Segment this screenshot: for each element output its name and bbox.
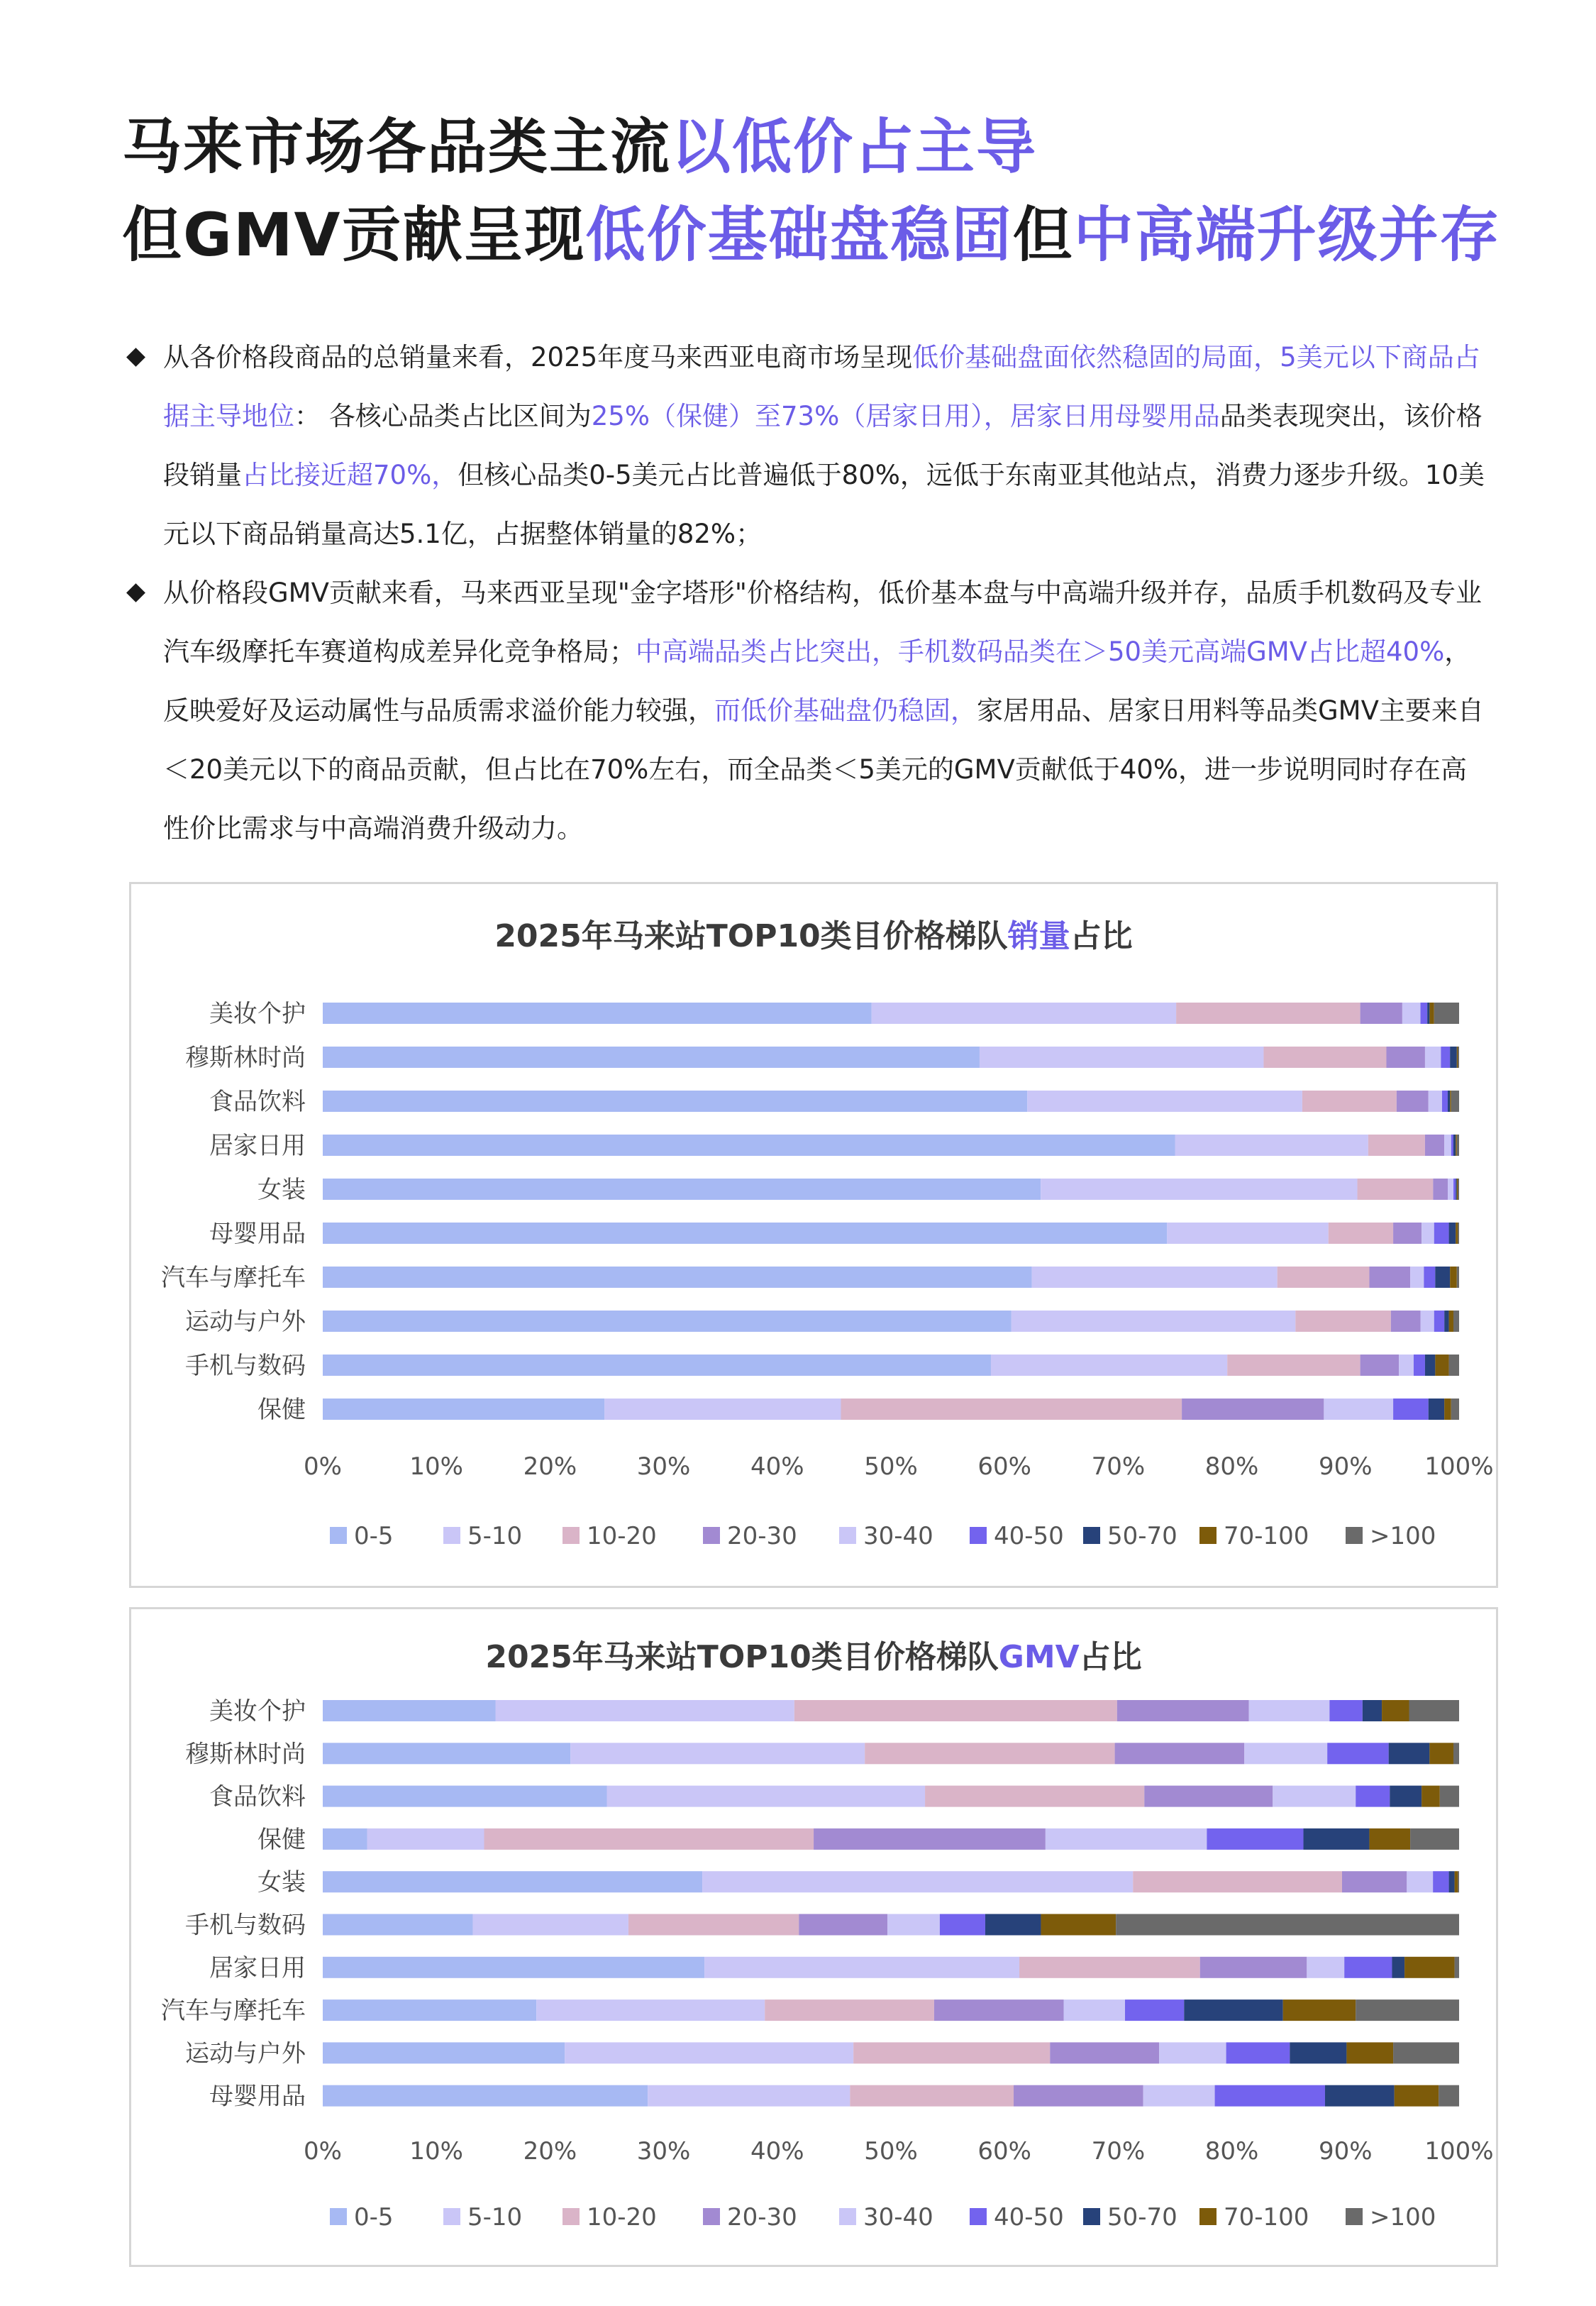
legend-label: 50-70 xyxy=(1107,1522,1177,1550)
bar-segment xyxy=(1200,1957,1307,1978)
legend-label: 50-70 xyxy=(1107,2203,1177,2231)
chart-title-part: 销量 xyxy=(1007,918,1070,954)
x-tick-label: 40% xyxy=(750,2137,804,2166)
bar-segment xyxy=(1444,1399,1451,1420)
bar-segment xyxy=(323,1786,607,1807)
title-part: 但GMV贡献呈现 xyxy=(122,200,586,270)
bar-segment xyxy=(323,2042,565,2063)
legend-swatch xyxy=(970,1527,987,1544)
bar-segment xyxy=(1442,1091,1448,1112)
title-highlight: 低价基础盘稳固 xyxy=(585,200,1013,270)
bullet-highlight: 占比接近超70%， xyxy=(242,460,458,490)
bar-segment xyxy=(1307,1957,1344,1978)
bar-segment xyxy=(1450,1047,1457,1068)
bar-segment xyxy=(323,1957,704,1978)
bar-segment xyxy=(1440,1786,1459,1807)
category-label: 手机与数码 xyxy=(185,1911,306,1940)
x-tick-label: 60% xyxy=(977,2137,1031,2166)
category-label: 食品饮料 xyxy=(209,1782,306,1811)
bar-segment xyxy=(323,1179,1041,1200)
x-tick-label: 50% xyxy=(864,2137,918,2166)
bar-segment xyxy=(1444,1135,1451,1156)
bar-segment xyxy=(1304,1828,1370,1850)
x-tick-label: 40% xyxy=(750,1452,804,1481)
bar-segment xyxy=(1386,1047,1424,1068)
bar-segment xyxy=(1167,1223,1328,1244)
bullet-highlight: 低价基础盘面依然稳固的局面，5美元以下商品占据主导地位 xyxy=(163,342,1480,431)
x-tick-label: 100% xyxy=(1424,2137,1494,2166)
bar-segment xyxy=(1344,1957,1392,1978)
legend-swatch xyxy=(1346,2208,1363,2225)
bar-segment xyxy=(1425,1355,1435,1376)
bar-segment xyxy=(1409,1700,1459,1721)
bar-segment xyxy=(648,2085,850,2107)
category-label: 母婴用品 xyxy=(209,1220,306,1248)
bar-segment xyxy=(1404,1957,1454,1978)
bar-segment xyxy=(1143,2085,1215,2107)
bar-segment xyxy=(1422,1223,1434,1244)
bar-segment xyxy=(1050,2042,1159,2063)
bar-segment xyxy=(1407,1871,1433,1892)
x-tick-label: 50% xyxy=(864,1452,918,1481)
bar-segment xyxy=(1453,1743,1459,1764)
legend-swatch xyxy=(1199,2208,1217,2225)
bar-segment xyxy=(765,1999,934,2021)
bar-segment xyxy=(323,1828,367,1850)
bar-segment xyxy=(872,1003,1176,1024)
bar-segment xyxy=(1133,1871,1342,1892)
bullet-text: ： 各核心品类占比区间为 xyxy=(294,401,592,431)
chart-title-part: 2025年马来站TOP10类目价格梯队 xyxy=(494,918,1008,954)
bar-segment xyxy=(496,1700,794,1721)
bar-segment xyxy=(1027,1091,1302,1112)
bar-segment xyxy=(1041,1914,1116,1936)
bar-segment xyxy=(1117,1700,1249,1721)
bullet-highlight: 25%（保健）至73%（居家日用），居家日用母婴用品 xyxy=(591,401,1220,431)
bar-segment xyxy=(1393,2042,1459,2063)
bar-segment xyxy=(1397,1091,1429,1112)
bar-segment xyxy=(1358,1179,1434,1200)
chart-title xyxy=(494,918,1132,954)
bar-segment xyxy=(1435,1267,1450,1288)
x-tick-label: 0% xyxy=(304,1452,342,1481)
bullet-text: 但核心品类0-5美元占比普遍低于80%，远低于东南亚其他站点，消费力逐步升级。10美元以下商品销量高达5.1亿，占据整体销量的82%； xyxy=(163,460,1485,549)
category-label: 运动与户外 xyxy=(185,1308,306,1336)
gmv-chart-panel xyxy=(129,1607,1498,2267)
bar-segment xyxy=(323,1914,472,1936)
bar-segment xyxy=(323,1223,1167,1244)
bar-segment xyxy=(323,1871,702,1892)
bar-segment xyxy=(1451,1135,1453,1156)
title-part: 但 xyxy=(1012,200,1074,270)
bar-segment xyxy=(1361,1003,1402,1024)
x-tick-label: 10% xyxy=(409,2137,463,2166)
bar-segment xyxy=(1215,2085,1325,2107)
page-title-line-1 xyxy=(122,108,1505,186)
x-tick-label: 90% xyxy=(1319,2137,1373,2166)
bullet-text: ，反映爱好及运动属性与品质需求溢价能力较强， xyxy=(163,636,1471,726)
x-tick-label: 80% xyxy=(1204,2137,1259,2166)
bar-segment xyxy=(1453,1135,1456,1156)
legend-swatch xyxy=(1083,2208,1100,2225)
bar-segment xyxy=(1421,1003,1428,1024)
bar-segment xyxy=(985,1914,1041,1936)
category-label: 母婴用品 xyxy=(209,2082,306,2111)
bar-segment xyxy=(702,1871,1133,1892)
bar-segment xyxy=(1324,1399,1393,1420)
bar-segment xyxy=(484,1828,814,1850)
bar-segment xyxy=(1032,1267,1278,1288)
legend-label: 5-10 xyxy=(467,1522,523,1550)
bar-segment xyxy=(1456,1179,1457,1200)
bar-segment xyxy=(853,2042,1050,2063)
bar-segment xyxy=(323,1355,991,1376)
bar-segment xyxy=(1429,1003,1434,1024)
category-label: 运动与户外 xyxy=(185,2039,306,2068)
bullet-highlight: 中高端品类占比突出，手机数码品类在＞50美元高端GMV占比超40% xyxy=(636,636,1445,667)
bar-segment xyxy=(1244,1743,1327,1764)
x-tick-label: 30% xyxy=(636,2137,691,2166)
bar-segment xyxy=(1453,1179,1456,1200)
bar-segment xyxy=(323,2085,648,2107)
x-tick-label: 20% xyxy=(523,2137,577,2166)
legend-swatch xyxy=(839,1527,856,1544)
bar-segment xyxy=(991,1355,1227,1376)
bar-segment xyxy=(1389,1743,1430,1764)
category-label: 居家日用 xyxy=(209,1132,306,1160)
bar-segment xyxy=(1449,1223,1456,1244)
bar-segment xyxy=(1207,1828,1303,1850)
bar-segment xyxy=(1410,1828,1459,1850)
bar-segment xyxy=(323,1267,1032,1288)
bar-segment xyxy=(1014,2085,1143,2107)
chart-title-part: 占比 xyxy=(1079,1639,1142,1675)
diamond-bullet-icon xyxy=(126,348,145,366)
bar-segment xyxy=(865,1743,1114,1764)
legend-label: 40-50 xyxy=(994,1522,1064,1550)
bar-segment xyxy=(1227,1355,1360,1376)
bullet-item xyxy=(122,328,1491,563)
bar-segment xyxy=(1369,1828,1410,1850)
bar-segment xyxy=(1433,1871,1448,1892)
bar-segment xyxy=(1346,2042,1393,2063)
bullet-item xyxy=(122,563,1491,858)
bar-segment xyxy=(1434,1223,1449,1244)
bar-segment xyxy=(1457,1179,1458,1200)
legend-label: >100 xyxy=(1370,1522,1436,1550)
bar-segment xyxy=(1433,1179,1448,1200)
bar-segment xyxy=(472,1914,628,1936)
category-label: 美妆个护 xyxy=(209,1000,306,1028)
category-label: 美妆个护 xyxy=(209,1697,306,1726)
bar-segment xyxy=(1458,1179,1459,1200)
bar-segment xyxy=(1434,1311,1444,1332)
legend-swatch xyxy=(330,1527,347,1544)
category-label: 汽车与摩托车 xyxy=(161,1264,306,1292)
sales-stacked-bar-chart xyxy=(131,884,1496,1586)
bar-segment xyxy=(1439,2085,1459,2107)
bar-segment xyxy=(1041,1179,1357,1200)
bar-segment xyxy=(1449,1355,1459,1376)
bar-segment xyxy=(1453,1311,1459,1332)
bar-segment xyxy=(1325,2085,1395,2107)
bar-segment xyxy=(1392,1957,1404,1978)
bar-segment xyxy=(1391,1311,1421,1332)
bar-segment xyxy=(1144,1786,1273,1807)
bar-segment xyxy=(1176,1003,1361,1024)
legend-label: 30-40 xyxy=(863,2203,933,2231)
x-tick-label: 0% xyxy=(304,2137,342,2166)
bar-segment xyxy=(1434,1003,1459,1024)
page-title-line-2 xyxy=(122,196,1505,274)
bar-segment xyxy=(704,1957,1019,1978)
bar-segment xyxy=(1263,1047,1386,1068)
bar-segment xyxy=(1429,1091,1442,1112)
legend-label: 5-10 xyxy=(467,2203,523,2231)
title-highlight: 中高端升级并存 xyxy=(1073,200,1501,270)
bar-segment xyxy=(1368,1135,1425,1156)
bar-segment xyxy=(940,1914,985,1936)
category-label: 女装 xyxy=(257,1176,306,1204)
bar-segment xyxy=(1451,1091,1459,1112)
legend-swatch xyxy=(1083,1527,1100,1544)
legend-label: 0-5 xyxy=(354,1522,394,1550)
bar-segment xyxy=(1414,1355,1425,1376)
bar-segment xyxy=(323,1743,570,1764)
bar-segment xyxy=(934,1999,1064,2021)
bar-segment xyxy=(1402,1003,1421,1024)
category-label: 穆斯林时尚 xyxy=(185,1740,306,1769)
category-label: 手机与数码 xyxy=(185,1352,306,1380)
bar-segment xyxy=(1457,1047,1458,1068)
bar-segment xyxy=(323,1999,536,2021)
bar-segment xyxy=(1424,1267,1435,1288)
bar-segment xyxy=(1429,1743,1453,1764)
sales-chart-panel xyxy=(129,882,1498,1588)
diamond-bullet-icon xyxy=(126,583,145,602)
legend-swatch xyxy=(563,1527,580,1544)
bar-segment xyxy=(1356,1999,1459,2021)
bar-segment xyxy=(1361,1355,1399,1376)
bar-segment xyxy=(323,1047,980,1068)
bar-segment xyxy=(1455,1957,1459,1978)
bar-segment xyxy=(1425,1135,1444,1156)
bar-segment xyxy=(1449,1871,1455,1892)
bar-segment xyxy=(1448,1091,1450,1112)
bullet-highlight: 而低价基础盘仍稳固， xyxy=(714,695,977,726)
category-label: 汽车与摩托车 xyxy=(161,1997,306,2026)
legend-swatch xyxy=(443,1527,460,1544)
bar-segment xyxy=(1302,1091,1397,1112)
bar-segment xyxy=(1046,1828,1207,1850)
legend-swatch xyxy=(703,1527,720,1544)
category-label: 保健 xyxy=(257,1825,306,1854)
bar-segment xyxy=(1455,1871,1458,1892)
summary-bullets xyxy=(122,328,1491,858)
x-tick-label: 70% xyxy=(1091,1452,1146,1481)
legend-swatch xyxy=(330,2208,347,2225)
bar-segment xyxy=(570,1743,865,1764)
bar-segment xyxy=(1427,1003,1429,1024)
bar-segment xyxy=(1429,1399,1444,1420)
category-label: 居家日用 xyxy=(209,1953,306,1982)
x-tick-label: 20% xyxy=(523,1452,577,1481)
bar-segment xyxy=(323,1311,1012,1332)
category-label: 保健 xyxy=(257,1396,306,1424)
bar-segment xyxy=(1342,1871,1407,1892)
bar-segment xyxy=(1425,1047,1441,1068)
chart-title-part: GMV xyxy=(998,1639,1080,1675)
bar-segment xyxy=(1435,1355,1448,1376)
bar-segment xyxy=(1278,1267,1370,1288)
chart-title xyxy=(485,1639,1141,1675)
bar-segment xyxy=(799,1914,887,1936)
bar-segment xyxy=(628,1914,799,1936)
bar-segment xyxy=(1457,1267,1459,1288)
bar-segment xyxy=(323,1091,1027,1112)
bar-segment xyxy=(980,1047,1264,1068)
bar-segment xyxy=(1116,1914,1459,1936)
bar-segment xyxy=(814,1828,1046,1850)
bar-segment xyxy=(1390,1786,1422,1807)
title-part: 马来市场各品类主流 xyxy=(122,112,672,182)
bar-segment xyxy=(1115,1743,1245,1764)
bar-segment xyxy=(887,1914,940,1936)
bar-segment xyxy=(1449,1311,1453,1332)
bar-segment xyxy=(1458,1223,1459,1244)
bar-segment xyxy=(1182,1399,1324,1420)
legend-swatch xyxy=(563,2208,580,2225)
chart-title-part: 2025年马来站TOP10类目价格梯队 xyxy=(485,1639,999,1675)
bar-segment xyxy=(1444,1311,1448,1332)
legend-label: 20-30 xyxy=(727,2203,797,2231)
legend-label: 20-30 xyxy=(727,1522,797,1550)
bullet-text: 从价格段GMV贡献来看，马来西亚呈现"金字塔形"价格结构，低价基本盘与中高端升级并存，品质手机数码及专业汽车级摩托车赛道构成差异化竞争格局； xyxy=(163,578,1482,667)
bar-segment xyxy=(323,1003,872,1024)
bar-segment xyxy=(1410,1267,1424,1288)
bar-segment xyxy=(607,1786,926,1807)
legend-label: 70-100 xyxy=(1224,1522,1309,1550)
bar-segment xyxy=(1421,1311,1434,1332)
bar-segment xyxy=(1451,1399,1459,1420)
bar-segment xyxy=(1064,1999,1126,2021)
bar-segment xyxy=(1393,1223,1422,1244)
title-highlight: 以低价占主导 xyxy=(671,112,1038,182)
chart-title-part: 占比 xyxy=(1070,918,1133,954)
bullet-text: 家居用品、居家日用料等品类GMV主要来自＜20美元以下的商品贡献，但占比在70%左右，而全品类＜5美元的GMV贡献低于40%，进一步说明同时存在高性价比需求与中高端消费升级动力。 xyxy=(163,695,1484,844)
bar-segment xyxy=(1184,1999,1282,2021)
bar-segment xyxy=(1441,1047,1450,1068)
legend-label: 10-20 xyxy=(587,2203,657,2231)
bar-segment xyxy=(1382,1700,1409,1721)
bar-segment xyxy=(1295,1311,1391,1332)
bar-segment xyxy=(1175,1135,1368,1156)
bar-segment xyxy=(1226,2042,1290,2063)
bar-segment xyxy=(1329,1223,1393,1244)
bar-segment xyxy=(1422,1786,1440,1807)
bar-segment xyxy=(1448,1179,1453,1200)
bar-segment xyxy=(1290,2042,1346,2063)
legend-swatch xyxy=(1346,1527,1363,1544)
bar-segment xyxy=(1457,1135,1459,1156)
bullet-text: 从各价格段商品的总销量来看，2025年度马来西亚电商市场呈现 xyxy=(163,342,913,373)
bar-segment xyxy=(1450,1091,1451,1112)
bar-segment xyxy=(1329,1700,1362,1721)
legend-label: 10-20 xyxy=(587,1522,657,1550)
bar-segment xyxy=(1125,1999,1184,2021)
bar-segment xyxy=(565,2042,853,2063)
legend-label: 40-50 xyxy=(994,2203,1064,2231)
bar-segment xyxy=(841,1399,1182,1420)
bar-segment xyxy=(1458,1047,1459,1068)
x-tick-label: 80% xyxy=(1204,1452,1259,1481)
bar-segment xyxy=(1458,1871,1459,1892)
category-label: 女装 xyxy=(257,1868,306,1897)
category-label: 穆斯林时尚 xyxy=(185,1044,306,1072)
legend-swatch xyxy=(443,2208,460,2225)
bar-segment xyxy=(1395,2085,1439,2107)
bar-segment xyxy=(1450,1267,1457,1288)
bar-segment xyxy=(1393,1399,1429,1420)
bar-segment xyxy=(1327,1743,1389,1764)
category-label: 食品饮料 xyxy=(209,1088,306,1116)
bullet-text: 品类表现突出，该价格段销量 xyxy=(163,401,1483,490)
bar-segment xyxy=(323,1399,604,1420)
legend-label: >100 xyxy=(1370,2203,1436,2231)
bar-segment xyxy=(1159,2042,1226,2063)
legend-swatch xyxy=(703,2208,720,2225)
bar-segment xyxy=(1456,1223,1458,1244)
x-tick-label: 100% xyxy=(1424,1452,1494,1481)
legend-label: 30-40 xyxy=(863,1522,933,1550)
bar-segment xyxy=(1399,1355,1414,1376)
bar-segment xyxy=(794,1700,1117,1721)
gmv-stacked-bar-chart xyxy=(131,1609,1496,2265)
bar-segment xyxy=(1369,1267,1410,1288)
bar-segment xyxy=(1283,1999,1356,2021)
x-tick-label: 10% xyxy=(409,1452,463,1481)
x-tick-label: 70% xyxy=(1091,2137,1146,2166)
x-tick-label: 30% xyxy=(636,1452,691,1481)
bar-segment xyxy=(1356,1786,1390,1807)
bar-segment xyxy=(604,1399,841,1420)
bar-segment xyxy=(536,1999,765,2021)
bar-segment xyxy=(323,1135,1175,1156)
bar-segment xyxy=(1456,1135,1457,1156)
legend-swatch xyxy=(1199,1527,1217,1544)
bar-segment xyxy=(850,2085,1014,2107)
bar-segment xyxy=(925,1786,1144,1807)
bar-segment xyxy=(1363,1700,1382,1721)
legend-swatch xyxy=(970,2208,987,2225)
bar-segment xyxy=(1012,1311,1296,1332)
legend-swatch xyxy=(839,2208,856,2225)
legend-label: 0-5 xyxy=(354,2203,394,2231)
legend-label: 70-100 xyxy=(1224,2203,1309,2231)
bar-segment xyxy=(367,1828,484,1850)
bar-segment xyxy=(1019,1957,1200,1978)
bar-segment xyxy=(323,1700,496,1721)
bar-segment xyxy=(1249,1700,1330,1721)
x-tick-label: 90% xyxy=(1319,1452,1373,1481)
x-tick-label: 60% xyxy=(977,1452,1031,1481)
bar-segment xyxy=(1273,1786,1356,1807)
